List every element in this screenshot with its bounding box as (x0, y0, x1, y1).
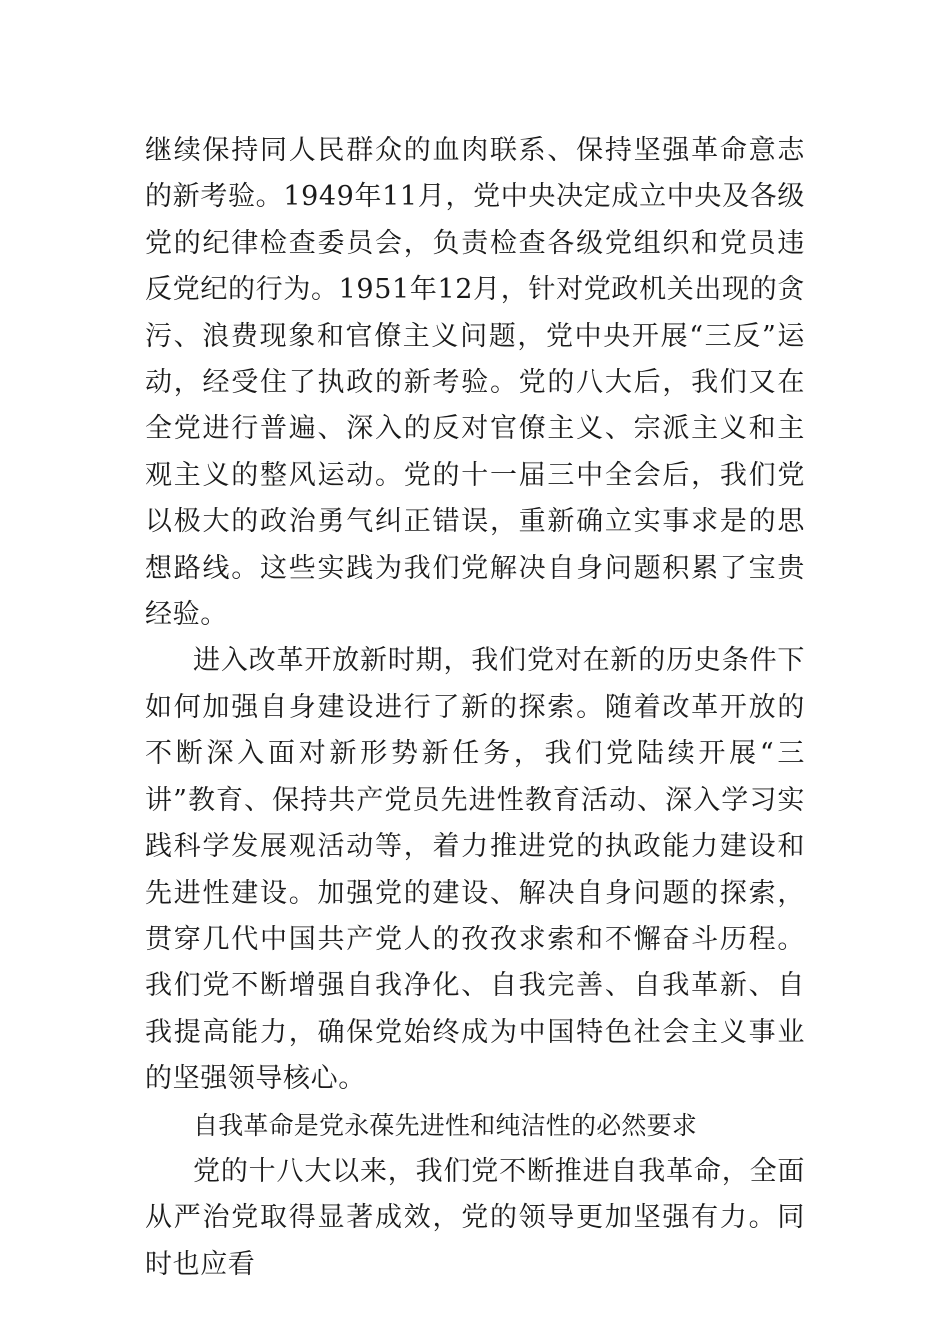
section-heading: 自我革命是党永葆先进性和纯洁性的必然要求 (193, 1110, 698, 1140)
paragraph-since-18th-congress: 党的十八大以来，我们党不断推进自我革命，全面从严治党取得显著成效，党的领导更加坚强有力。同时也应看 (145, 1155, 805, 1280)
paragraph-continuation: 继续保持同人民群众的血肉联系、保持坚强革命意志的新考验。1949年11月，党中央决定成立中央及各级党的纪律检查委员会，负责检查各级党组织和党员违反党纪的行为。1951年12月，针对党政机关出现的贪污、浪费现象和官僚主义问题，党中央开展“三反”运动，经受住了执政的新考验。党的八大后，我们又在全党进行普遍、深入的反对官僚主义、宗派主义和主观主义的整风运动。党的十一届三中全会后，我们党以极大的政治勇气纠正错误，重新确立实事求是的思想路线。这些实践为我们党解决自身问题积累了宝贵经验。 (145, 135, 805, 631)
paragraph-reform-era: 进入改革开放新时期，我们党对在新的历史条件下如何加强自身建设进行了新的探索。随着改革开放的不断深入面对新形势新任务，我们党陆续开展“三讲”教育、保持共产党员先进性教育活动、深入学习实践科学发展观活动等，着力推进党的执政能力建设和先进性建设。加强党的建设、解决自身问题的探索，贯穿几代中国共产党人的孜孜求索和不懈奋斗历程。我们党不断增强自我净化、自我完善、自我革新、自我提高能力，确保党始终成为中国特色社会主义事业的坚强领导核心。 (145, 645, 805, 1095)
document-body (145, 128, 805, 1288)
